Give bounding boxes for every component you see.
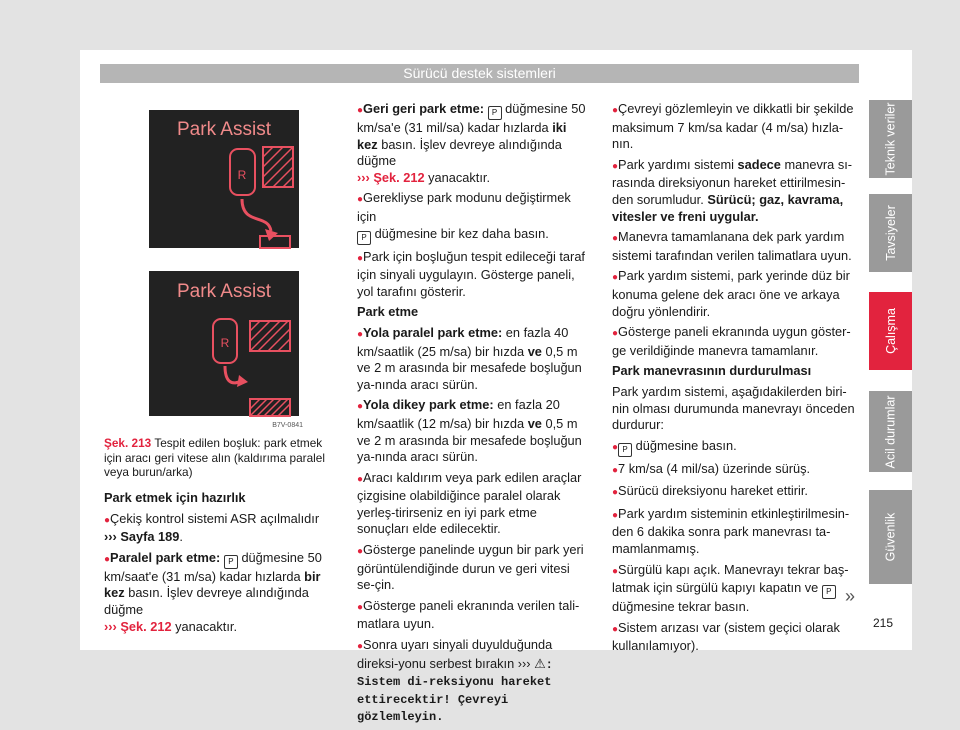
tab-acil-durumlar[interactable]: Acil durumlar (869, 391, 912, 472)
svg-text:R: R (237, 168, 247, 182)
tab-teknik-veriler[interactable]: Teknik veriler (869, 100, 912, 178)
park-button-icon: P (488, 106, 502, 120)
column-2: ● Geri geri park etme: P düğmesine 50 km/sa'e (31 mil/sa) kadar hızlarda iki kez basın. İşlev devreye alındığında düğme ››› Şek. 212 yanacaktır. ● Gerekliyse park modunu değiştirmek için P düğmesine bir kez daha basın. ● Park için boşluğun tespit edileceği taraf için sinyali uygulayın. Gösterge paneli, yol tarafını gösterir. Park etme ● Yola paralel park etme: en fazla 40 km/saatlik (25 m/sa) bir hızda ve 0,5 m ve 2 m arasında bir mesafede boşluğun ya-nında aracı sürün. ● Yola dikey park etme: en fazla 20 km/saatlik (12 m/sa) bir hızda ve 0,5 m ve 2 m arasında bir mesafede boşluğun ya-nında aracı sürün. ● Aracı kaldırım veya park edilen araçlar çizgisine olabildiğince paralel olarak yerleş-tirirseniz en iyi park etme sonuçları elde edilecektir. ● Gösterge panelinde uygun bir park yeri görüntülendiğinde durun ve geri vitesi se-çin. ● Gösterge paneli ekranında verilen tali-matlara uyun. ● Sonra uyarı sinyali duyulduğunda direksi-yonu serbest bırakın ››› ⚠: Sistem di-reksiyonu hareket ettirecektir! Çevreyi gözlemleyin. (357, 101, 587, 730)
heading-durdurma: Park manevrasının durdurulması (612, 363, 812, 379)
page-number: 215 (873, 616, 894, 630)
section-header: Sürücü destek sistemleri (100, 64, 859, 83)
column-1 (104, 490, 332, 639)
figure-code: B7V-0841 (272, 422, 303, 429)
list-item: ● Çekiş kontrol sistemi ASR açılmalıdır ››› Sayfa 189. (104, 511, 332, 546)
column-3: ● Çevreyi gözlemleyin ve dikkatli bir şekilde maksimum 7 km/sa kadar (4 m/sa) hızla-nın. ● Park yardımı sistemi sadece manevra sı-rasında direksiyonun hareket ettirilmesin-den sorumludur. Sürücü; gaz, kavrama, vitesler ve freni uygular. ● Manevra tamamlanana dek park yardım sistemi tarafından verilen talimatlara uyun. ● Park yardım sistemi, park yerinde düz bir konuma gelene dek aracı öne ve arkaya doğru yönlendirir. ● Gösterge paneli ekranında uygun göster-ge verildiğinde manevra tamamlanır. Park manevrasının durdurulması Park yardım sistemi, aşağıdakilerden biri-nin olması durumunda manevrayı önceden durdurur: ● P düğmesine basın. ● 7 km/sa (4 mil/sa) üzerinde sürüş. ● Sürücü direksiyonu hareket ettirir. ● Park yardım sisteminin etkinleştirilmesin-den 6 dakika sonra park manevrası ta-mamlanmamış. ● Sürgülü kapı açık. Manevrayı tekrar baş-latmak için sürgülü kapıyı kapatın ve P düğmesine tekrar basın. ● Sistem arızası var (sistem geçici olarak kullanılamıyor). (612, 101, 858, 659)
park-assist-figure (103, 101, 331, 431)
tab-tavsiyeler[interactable]: Tavsiyeler (869, 194, 912, 272)
figure-caption: Şek. 213 Tespit edilen boşluk: park etmek için aracı geri vitese alın (kaldırıma paralel veya burun/arka) (104, 436, 325, 479)
tab-guvenlik[interactable]: Güvenlik (869, 490, 912, 584)
figure-link[interactable]: ››› Şek. 212 (104, 618, 172, 634)
list-item: ● Paralel park etme: P düğmesine 50 km/saat'e (31 m/sa) kadar hızlarda bir kez basın. İşlev devreye alındığında düğme ››› Şek. 212 yanacaktır. (104, 550, 332, 635)
heading-park-etme: Park etme (357, 304, 419, 320)
tab-calisma[interactable]: Çalışma (869, 292, 912, 370)
park-button-icon: P (822, 585, 836, 599)
warning-icon: ⚠ (534, 655, 546, 671)
continue-mark: » (845, 586, 856, 606)
park-button-icon: P (224, 555, 238, 569)
panel1-title: Park Assist (177, 119, 271, 140)
park-button-icon: P (618, 443, 632, 457)
heading-hazirlik: Park etmek için hazırlık (104, 490, 246, 505)
panel2-title: Park Assist (177, 281, 271, 302)
svg-text:R: R (220, 336, 230, 350)
figure-link[interactable]: ››› Şek. 212 (357, 169, 425, 185)
park-button-icon: P (357, 231, 371, 245)
